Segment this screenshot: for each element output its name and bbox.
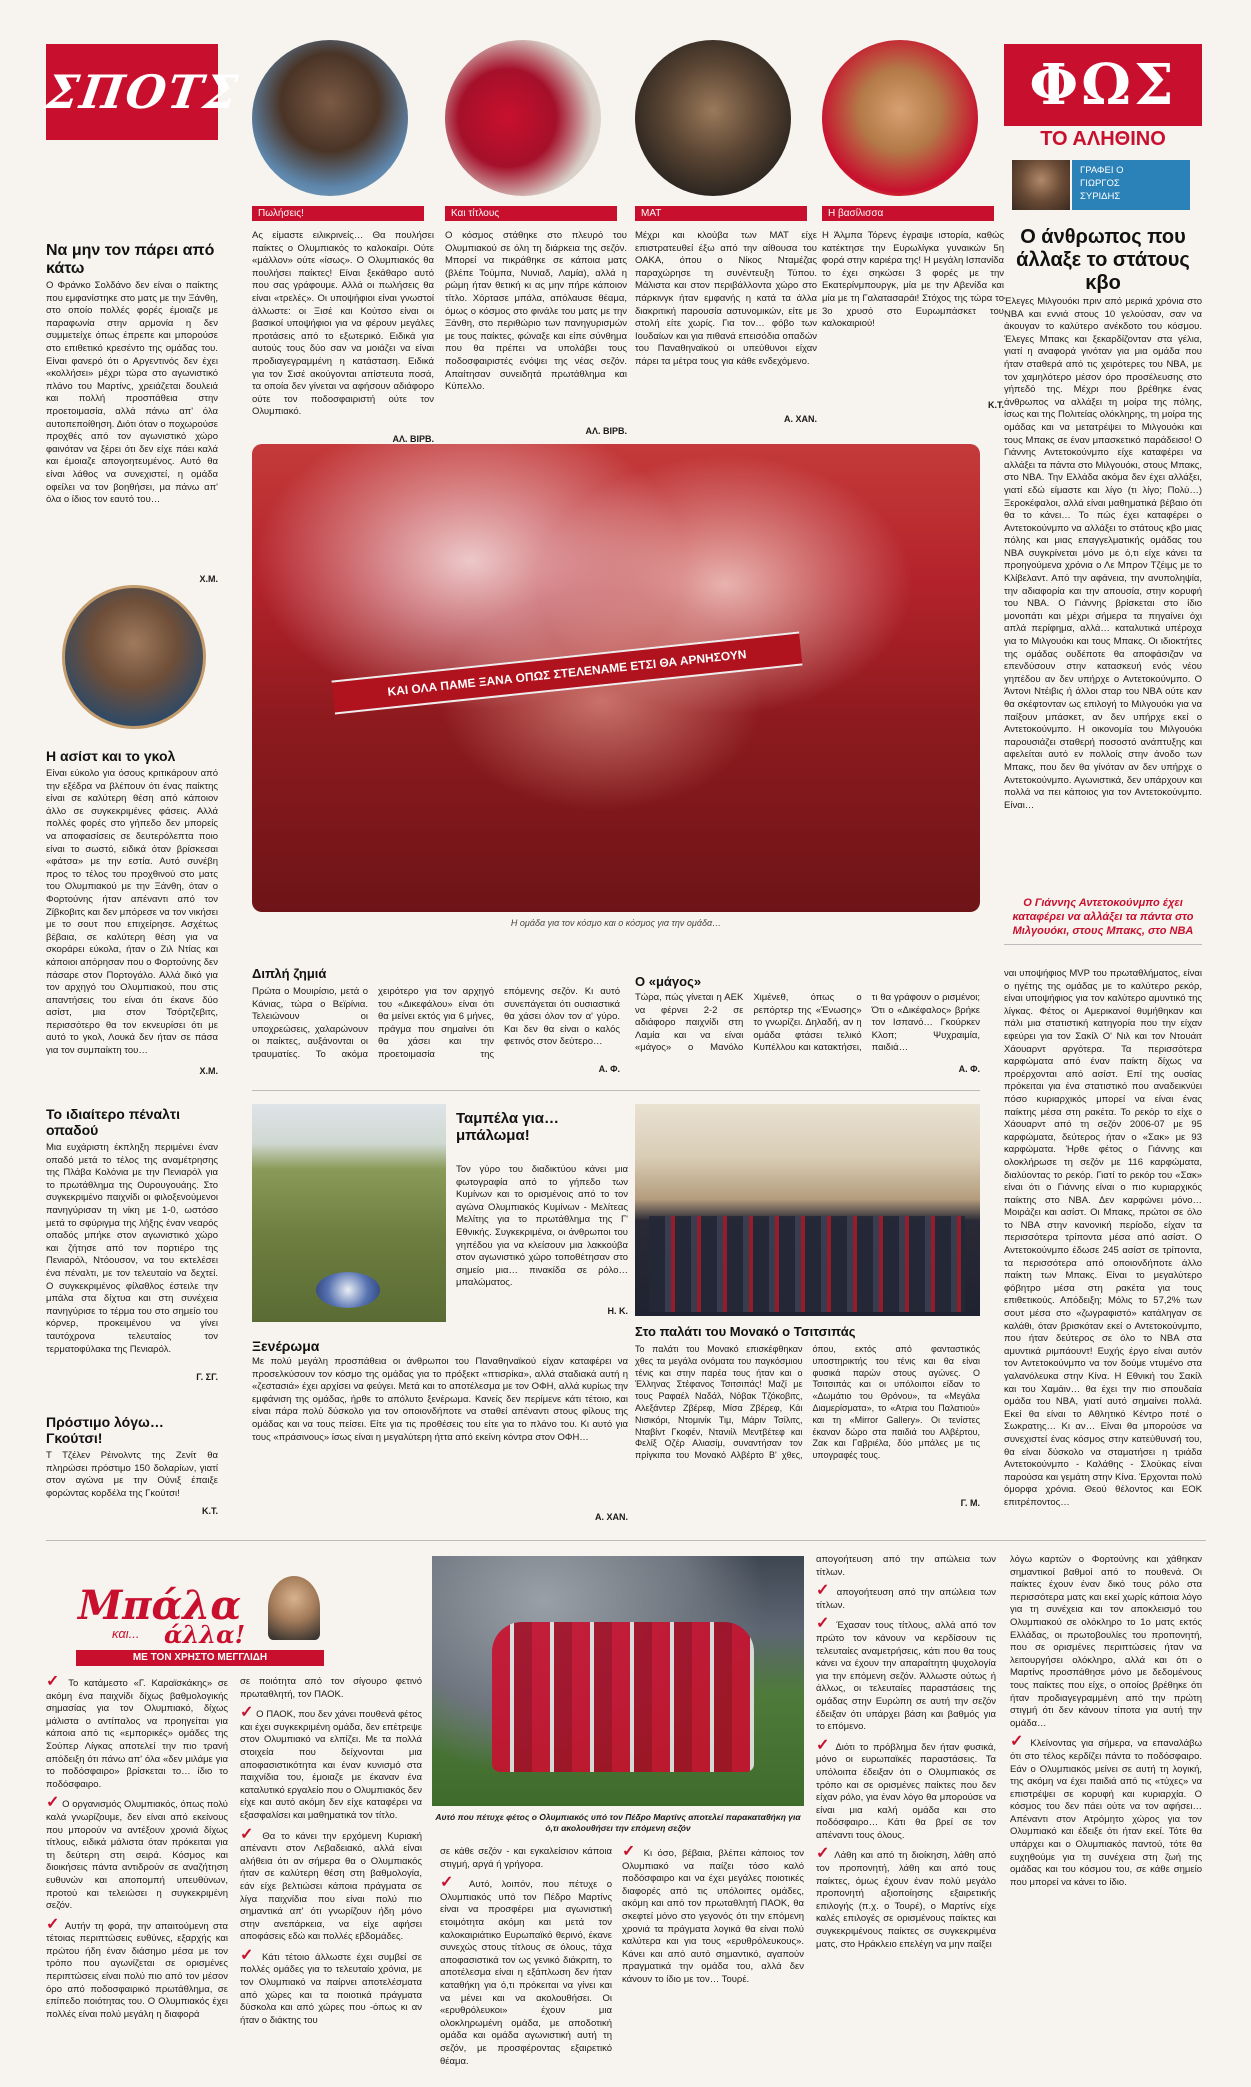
right-article-body: Έλεγες Μιλγουόκι πριν από μερικά χρόνια στο ΝΒΑ και εννιά στους 10 γελούσαν, σαν να άκουγαν το καλύτερο ανέκδοτο του κόσμου. Έλεγες Μπακς και ξεκαρδίζονταν στα γέλια, γιατί η αναφορά γινόταν για μια ομάδα που ήταν σταθερά από τις χειρότερες του ΝΒΑ, με τον χαμηλότερο μέσον όρο προσέλευσης στο γήπεδό της. Μέχρι που βρέθηκε ένας άνθρωπος να αλλάξει τη μοίρα της πόλης, ίσως και της Πολιτείας ολόκληρης, τη μοίρα της ομάδας και να μετατρέψει το Μιλγουόκι και τους Μπακς σε έναν μπασκετικό παράδεισο! Ο Γιάννης Αντετοκούνμπο είχε καταφέρει να αλλάξει τα πάντα στο Μιλγουόκι, στους Μπακς, στο ΝΒΑ. Την Ελλάδα ακόμα δεν έχει αλλάξει, γιατί εδώ είμαστε και λίγο (τι λίγο; Πολύ…) Ξεροκέφαλοι, αλλά είναι μαθηματικά βέβαιο ότι θα το κάνει… Το πώς έχει καταφέρει ο Αντετοκούνμπο να αλλάξει το στάτους κβο μιας πόλης και μιας επαγγελματικής ομάδας του ΝΒΑ συγκρίνεται μόνο με ό,τι είχε κάνει τα προηγούμενα χρόνια ο Λε Μπρον Τζέιμς με το Κλίβελαντ. Από την αφάνεια, την ανυποληψία, την αδιαφορία και την απουσία, στην κορυφή του ΝΒΑ. Ο Γιάννης βρίσκεται στο ίδιο μονοπάτι και μέχρι σήμερα τα πηγαίνει όχι απλά περίφημα, αλλά… καταλυτικά υπέροχα για το Μιλγουόκι και τους Μπακς. Οι ιδιοκτήτες της ομάδας ουδέποτε θα αποφάσιζαν να επενδύσουν στην κατασκευή ενός νέου γηπέδου αν δεν υπήρχε ο Αντετοκούνμπο. Ο Άντονι Ντέιβις ή άλλοι σταρ του ΝΒΑ ούτε καν θα σκέφτονταν ως επιλογή το Μιλγουόκι για να παίξουν μπάσκετ, αν δεν υπήρχε εκεί ο Αντετοκούνμπο. Η οικονομία του Μιλγουόκι παρουσιάζει σταθερή ποσοστό ανάπτυξης και αφελείται αυτό εν πολλοίς στην άνοδο των Μπακς, που δεν θα γίνόταν αν δεν υπήρχε ο Αντετοκούνμπο. Αγωνιστικά, δεν υπάρχουν και πολλά να πει κάποιος για τον Αντετοκούνμπο. Είναι… bbox=[1004, 296, 1202, 811]
portrait-photo-4 bbox=[822, 40, 978, 196]
bottom-column-5: απογοήτευση από την απώλεια των τίτλων. ✓ απογοήτευση από την απώλεια των τίτλων. ✓ Έχασαν τους τίτλους, αλλά από τον πρώτο τον κάνουν να κερδίσουν τις τελευταίες αναμετρήσεις, κάτι που θα τους κάνει να έχουν την απαραίτητη ψυχολογία για την επόμενη σεζόν. Άλλωστε ούτως ή άλλως, οι τελευταίες παραστάσεις της ομάδας στην Ευρώπη σε αυτή την σεζόν έδειξαν ότι υπάρχει βάση και βαθμός για το επόμενο. ✓ Διότι το πρόβλημα δεν ήταν φυσικά, μόνο οι ευρωπαϊκές παραστάσεις. Τα υπόλοιπα έδειξαν ότι ο Ολυμπιακός σε τρόπο και σε ορισμένες παίκτες που δεν είχαν ρόλο, για έναν λόγο θα μπορούσε να είναι μια καλή ομάδα και στο ποδόσφαιρο… Κάτι θα βρεί σε τον απέναντι τους όλους. ✓ Λάθη και από τη διοίκηση, λάθη από τον προπονητή, λάθη και από τους παίκτες, όμως έχουν έναν πολύ μεγάλο προπονητή αξιοποίησης εξαιρετικής επιλογής (π.χ. ο Τουρέ), ο Μαρτίνς είχε καλές επιλογές σε ορισμένους παίκτες και συγκεκριμένους παίκτες σε συγκεκριμένα ματς, στο Ηράκλειο επελέγη να μην παίξει bbox=[816, 1554, 996, 1950]
top-column-1: Ας είμαστε ειλικρινείς… Θα πουλήσει παίκτες ο Ολυμπιακός το καλοκαίρι. Ούτε «μάλλον» ούτε «ίσως». Ο Ολυμπιακός θα πουλήσει παίκτες! Είναι ξεκάθαρο αυτό που σας γράφουμε. Αλλά οι πωλήσεις θα είναι «τρελές». Οι υποψήφιοι είναι γνωστοί άλλωστε: οι Ξισέ και Κούτσο είναι οι βασικοί υποψήφιοι για να φέρουν μεγάλες προτάσεις από το εξωτερικό. Ειδικά για αυτούς τους δύο σαν να μοιάζει να είναι προδιαγεγραμμένη η κατάσταση. Ειδικά για τον Σισέ ακούγονται απίστευτα ποσά, τα οποία δεν γίνεται να αφήσουν αδιάφορο ούτε τον ποδοσφαιριστή ούτε τον Ολυμπιακό. bbox=[252, 230, 434, 418]
pitch-sign-photo bbox=[252, 1104, 446, 1322]
portrait-tag-3: ΜΑΤ bbox=[635, 206, 807, 221]
monaco-palace-photo bbox=[635, 1104, 980, 1316]
fos-subtitle: ΤΟ ΑΛΗΘΙΝΟ bbox=[1040, 128, 1166, 150]
dipli-title: Διπλή ζημιά bbox=[252, 966, 327, 981]
columnist-photo bbox=[268, 1576, 320, 1640]
top-column-4: Η Άλμπα Τόρενς έγραψε ιστορία, καθώς κατέκτησε την Ευρωλίγκα γυναικών 5η φορά στην καριέρα της! Η μεγάλη Ισπανίδα το έχει σηκώσει 3 φορές με την Εκατερίνμπουργκ, μία με την Αβενίδα και μία με τη Γαλατασαράι! Στόχος της τώρα το 3ο χρυσό στο Ευρωμπάσκετ του καλοκαιριού! bbox=[822, 230, 1004, 330]
pull-quote: Ο Γιάννης Αντετοκούνμπο έχει καταφέρει να αλλάξει τα πάντα στο Μιλγουόκι, στους Μπακς, στο ΝΒΑ bbox=[1004, 896, 1202, 945]
left-article-4-body: Τ Τζέλεν Ρέινολντς της Ζενίτ θα πληρώσει πρόστιμο 150 δολαρίων, γιατί στον αγώνα με την Ούνιξ έπαιξε φορώντας κορδέλα της Γκούτσι! bbox=[46, 1450, 218, 1499]
check-icon: ✓ bbox=[816, 1582, 832, 1600]
palati-signature: Γ. Μ. bbox=[960, 1498, 980, 1508]
left-article-4-title: Πρόστιμο λόγω… Γκούτσι! bbox=[46, 1414, 164, 1446]
magos-title: Ο «μάγος» bbox=[635, 974, 702, 989]
bottom-column-6: λόγω καρτών ο Φορτούνης και χάθηκαν σημαντικοί βαθμοί από το πουθενά. Οι παίκτες έχουν έναν δικό τους ρόλο στα περισσότερα ματς και εκεί χωρίς κάποια λόγο για τη συνέχεια και τον αποκλεισμό του Ολυμπιακού σε ολόκληρο το 1ο ματς εκτός Ελλάδας, οι πρωτοβουλίες του προπονητή, που σε ορισμένες περιπτώσεις ήταν να λειτουργήσει ολόκληρο, αλλά και ότι ο Μαρτίνς προσπάθησε μόνο με δεδομένους τους παίκτες που είχε, ο οποίος βρέθηκε ότι ήταν προδιαγεγραμμένη από την πρώτη στιγμή ότι δεν κάνουν τίποτα για αυτή την ομάδα… ✓ Κλείνοντας για σήμερα, να επαναλάβω ότι στο τέλος κερδίζει πάντα το ποδόσφαιρο. Εάν ο Ολυμπιακός μείνει σε αυτή τη λογική, της ακόμη να έχει παιδιά από τις «τύχες» να επιστρέψει σε κορυφή και κυριαρχία. Ο κόσμος του δεν πάει ούτε να τον αφήσει… Απέναντι στον Ατρόμητο χώρος για τον Ολυμπιακό και έδειξε ότι ήταν εκεί. Τότε θα υπάρχει και ο Ολυμπιακός παντού, τότε θα ευχηθούμε για τη συνέχεια στη ζωή της ομάδας και του κόσμου του, σε κάθε σημείο που μπορεί να κάνει το ίδιο. bbox=[1010, 1554, 1202, 1888]
crowd-photo-caption: Η ομάδα για τον κόσμο και ο κόσμος για την ομάδα… bbox=[510, 918, 722, 928]
palati-title: Στο παλάτι του Μονακό ο Τσιτσιπάς bbox=[635, 1324, 856, 1339]
crowd-photo bbox=[252, 444, 980, 912]
crowd-banner bbox=[332, 632, 803, 715]
group-row bbox=[649, 1216, 965, 1312]
check-icon: ✓ bbox=[240, 1704, 254, 1722]
fos-logo bbox=[1004, 44, 1202, 126]
players-photo-caption: Αυτό που πέτυχε φέτος ο Ολυμπιακός υπό τον Πέδρο Μαρτίνς αποτελεί παρακαταθήκη για ό,τι ακολουθήσει την επόμενη σεζόν bbox=[435, 1812, 801, 1833]
left-article-3-signature: Γ. ΣΓ. bbox=[196, 1372, 218, 1382]
sports-logo-text: ΣΠΟΤΣ bbox=[42, 65, 243, 119]
dipli-signature: Α. Φ. bbox=[598, 1064, 620, 1074]
left-article-3-title: Το ιδιαίτερο πέναλτι οπαδού bbox=[46, 1106, 181, 1138]
check-icon: ✓ bbox=[622, 1846, 639, 1860]
left-article-2-signature: Χ.Μ. bbox=[199, 1066, 218, 1076]
bottom-column-2: σε ποιότητα από τον σίγουρο φετινό πρωταθλητή, τον ΠΑΟΚ. ✓ Ο ΠΑΟΚ, που δεν χάνει πουθενά φέτος και έχει συγκεκριμένη ομάδα, δεν επέτρεψε στον Ολυμπιακό να ελπίζει. Με τα πολλά στοιχεία που δείχνονται μια αποφασιστικότητα και έναν κυνισμό στα παιχνίδια του, έμοιαζε με έκαναν ένα καταλυτικό εργαλείο που ο Ολυμπιακός δεν είχε και αυτό ακόμη δεν είχε καταφέρει να εξασφαλίσει και μαθηματικά τον τίτλο. ✓ Θα το κάνει την ερχόμενη Κυριακή απέναντι στον Λεβαδειακό, αλλά είναι αλήθεια ότι αν σήμερα θα ο Ολυμπιακός ήταν σε καλύτερη θέση στη βαθμολογία, εάν είχε βελτιώσει κάποια πράγματα σε λίγα παιχνίδια που είναι πολύ πιο σημαντικά απ' ότι γνωρίζουν ήδη μόνο στην ανεπάρκεια, να είχε αφήσει αποφάσεις εδώ και πολλές εβδομάδες. ✓ Κάτι τέτοιο άλλωστε έχει συμβεί σε πολλές ομάδες για το τελευταίο χρόνια, με τον Ολυμπιακό να παίρνει αποτελέσματα από χώρες και τα ποιοτικά πράγματα δύσκολα και από χώρες που -όπως κι αν ήταν ο διάκτης του bbox=[240, 1676, 422, 2026]
top-column-2-signature: ΑΛ. ΒΙΡΒ. bbox=[585, 426, 627, 436]
magos-body: Τώρα, πώς γίνεται η ΑΕΚ να φέρνει 2-2 σε αδιάφορο παιχνίδι στη Λαμία και να είναι «μάγος» ο Μανόλο Χιμένεθ, όπως ο ρεπόρτερ της «Ένωσης» το γνωρίζει. Δηλαδή, αν η ομάδα φτάσει τελικό Κυπέλλου και κατακτήσει, τι θα γράφουν ο ρισμένοι; Ότι ο «Δικέφαλος» βρήκε τον Ισπανό… Γκούρκεν Κλοπ; Ψυχραιμία, παιδιά… bbox=[635, 992, 980, 1054]
right-article-title: Ο άνθρωπος που άλλαξε το στάτους κβο bbox=[1016, 226, 1190, 294]
magos-signature: Α. Φ. bbox=[958, 1064, 980, 1074]
bottom-column-4: ✓ Κι όσο, βέβαια, βλέπει κάποιος τον Ολυμπιακό να παίζει τόσο καλό ποδόσφαιρο και να έχει μεγάλες ποιοτικές διαφορές από τις υπόλοιπες ομάδες, ακόμη και από τον πρωταθλητή ΠΑΟΚ, θα σκεφτεί μόνο στο γεγονός ότι την επόμενη χρονιά τα πράγματα λογικά θα είναι πολύ καλύτερα και για τους «ερυθρόλευκους». Κάνει και από αυτό σημαντικό, αγαπούν πραγματικά την ομάδα του, αλλά δεν κάνουν το ίδιο με τον… Τουρέ. bbox=[622, 1846, 804, 2076]
left-article-3-body: Μια ευχάριστη έκπληξη περιμένει έναν οπαδό μετά το τέλος της αναμέτρησης της Πλάβα Κολόνια με την Πενιαρόλ για το πρωτάθλημα της Ουρουγουάης. Στο συγκεκριμένο παιχνίδι οι φιλοξενούμενοι πανηγύρισαν τη νίκη με 1-0, ωστόσο μετά το σφύριγμα της λήξης έναν νεαρός οπαδός μπήκε στον αγωνιστικό χώρο και ζήτησε από τον πορτιέρο της Πενιαρόλ, Ντόουσον, να του εκτελέσει ένα πέναλτι, με τον τελευταίο να δεχτεί. Ο συγκεκριμένος φίλαθλος έστειλε την μπάλα στα δίχτυα και στη συνέχεια πανηγύρισε το τέρμα του στο σημείο του κόρνερ, προκειμένου να γίνει ταυτόχρονα τελευταίος τον τερματοφύλακα της Πενιαρόλ. bbox=[46, 1142, 218, 1355]
portrait-tag-1: Πωλήσεις! bbox=[252, 206, 424, 221]
bottom-divider bbox=[46, 1540, 1206, 1541]
sports-logo bbox=[42, 44, 243, 140]
left-article-1-signature: Χ.Μ. bbox=[199, 574, 218, 584]
bottom-column-3: σε κάθε σεζόν - και εγκαλείσιον κάποια στιγμή, αργά ή γρήγορα. ✓ Αυτό, λοιπόν, που πέτυχε ο Ολυμπιακός υπό τον Πέδρο Μαρτίνς είναι να προσφέρει μια αγωνιστική ετοιμότητα ακόμη και μετά τον καλοκαιριάτικο Ευρωπαϊκό θερινό, έκανε συνεχώς στους τίτλους σε όλους, τάχα αποφασιστικά τον ως γενικό διάκριτη, το αποτέλεσμα είναι η εξάπλωση δεν ήταν καταθήκη για ό,τι πρόκειται να γίνει και να μένει και να ακολουθήσει. Οι «ερυθρόλευκοι» έχουν μια ολοκληρωμένη ομάδα, με αποδοτική ομάδα και ομάδα αγωνιστική αυτή τη σεζόν, με προσφέροντας εξαιρετικό θέαμα. bbox=[440, 1846, 612, 2067]
author-line-2: ΓΙΩΡΓΟΣ bbox=[1080, 178, 1120, 189]
top-column-4-signature: Κ.Τ. bbox=[987, 400, 1004, 410]
fos-logo-text: ΦΩΣ bbox=[1029, 52, 1177, 118]
top-column-1-signature: ΑΛ. ΒΙΡΒ. bbox=[392, 434, 434, 444]
xenerwma-signature: Α. ΧΑΝ. bbox=[594, 1512, 628, 1522]
check-icon: ✓ bbox=[816, 1845, 831, 1863]
check-icon: ✓ bbox=[816, 1736, 832, 1754]
check-icon: ✓ bbox=[240, 1946, 257, 1964]
dipli-body: Πρώτα ο Μουιρίσιο, μετά ο Κάνιας, τώρα ο Βεϊρίνια. Τελειώνουν οι υποχρεώσεις, χαλαρώνουν οι παίκτες, αυξάνονται οι τραυματίες. Το ακόμα χειρότερο για τον αρχηγό του «Δικεφάλου» είναι ότι θα μείνει εκτός για 6 μήνες, πράγμα που σημαίνει ότι θα χάσει και την προετοιμασία της επόμενης σεζόν. Κι αυτό συνεπάγεται ότι ουσιαστικά θα χάσει όλον τον α' γύρο. Και δεν θα είναι ο καλός φετινός στον δεύτερο… bbox=[252, 986, 620, 1060]
left-article-4-signature: Κ.Τ. bbox=[201, 1506, 218, 1516]
check-icon: ✓ bbox=[46, 1676, 63, 1690]
bottom-logo-sub2: άλλα! bbox=[164, 1620, 246, 1649]
soldano-portrait-photo bbox=[62, 585, 206, 729]
round-sign bbox=[316, 1272, 380, 1308]
author-line-1: ΓΡΑΦΕΙ Ο bbox=[1080, 165, 1124, 176]
author-avatar bbox=[1012, 160, 1070, 210]
check-icon: ✓ bbox=[240, 1825, 257, 1843]
top-column-2: Ο κόσμος στάθηκε στο πλευρό του Ολυμπιακού σε όλη τη διάρκεια της σεζόν. Μπορεί να πικράθηκε σε κάποια ματς (βλέπε Τούμπα, Νυνιαδ, Λαμία), αλλά η ρώμη ήταν θετική κι ας μην πήρε κάποιον τίτλο. Χόρτασε μπάλα, απόλαυσε θέαμα, όμως ο κόσμος στο φινάλε του ματς με την Ξάνθη, στο περιθώριο των πανηγυρισμών με τους παίκτες, φώναξε και είπε σύνθημα που θα πρέπει να υπολάβει τους ποδοσφαιριστές ενόψει της νέας σεζόν. Απαίτησαν συνειδητά πρωτάθλημα και Κύπελλο. bbox=[445, 230, 627, 393]
check-icon: ✓ bbox=[1010, 1733, 1026, 1751]
portrait-tag-2: Και τίτλους bbox=[445, 206, 617, 221]
bottom-section-logo bbox=[78, 1582, 280, 1649]
palati-body: Το παλάτι του Μονακό επισκέφθηκαν χθες τα μεγάλα ονόματα του παγκόσμιου τένις και στην παρέα τους ήταν και ο Έλληνας Στέφανος Τσιτσιπάς! Μαζί με τους Ραφαέλ Ναδάλ, Νόβακ Τζόκοβιτς, Αλεξάντερ Ζβέρεφ, Μίσα Ζβέρεφ, Κάι Νισικόρι, Ντομινίκ Τιμ, Μάριν Τσίλιτς, Νταβίντ Γκοφέν, Ντανιίλ Μεντβέτεφ και Φελίξ Οζέρ Αλιασίμ, συναντήσαν τον πρίγκιπα του Μονακό Αλβέρτο Β' χθες, όπου, εκτός από φανταστικός υποστηρικτής του τένις και θα είναι φυσικά παρών στους αγώνες. Ο Τσιτσιπάς και οι υπόλοιποι είδαν το «Δωμάτιο του Θρόνου», τα «Μεγάλα Διαμερίσματα», το «Ατρια του Παλατιού» και τη «Mirror Gallery». Οι τενίστες έκαναν δώρο στα παιδιά του Αλβέρτου, Ζακ και Γαβριέλα, δύο μπάλες με τις υπογραφές τους. bbox=[635, 1344, 980, 1461]
right-article-body-2: ναι υποψήφιος MVP του πρωταθλήματος, είναι ο ηγέτης της ομάδας με το καλύτερο ρεκόρ, είναι υποψήφιος για τον καλύτερο αμυντικό της λίγκας. Φέτος οι Αμερικανοί θυμήθηκαν και πάλι μια στατιστική κατηγορία που την είχαν εφεύρει για τον Σακίλ Ο' Νιλ και τον Ντουάιτ Χάουαρντ αργότερα. Τα περισσότερα καρφώματα από έναν παίκτη δίχως να προέρχονται από ασίστ. Επί της ουσίας πρόκειται για ένα στατιστικό που αναδεικνύει πόσο κυριαρχικός μπορεί να είναι ένας παίκτης μέσα στη ρακέτα. Το ρεκόρ το είχε ο Χάουαρντ από τη σεζόν 2006-07 με 95 καρφώματα, δεύτερος ήταν ο «Σακ» με 93 καρφώματα. Ήρθε φέτος ο Γιάννης και ολοκλήρωσε τη σεζόν με 116 καρφώματα, διαλύοντας το ρεκόρ. Γιατί το ρεκόρ του «Σακ» είναι ότι ο Γιάννης είναι ο πιο κυριαρχικός παίκτης στο ΝΒΑ. Δεν καρφώνει μόνο… Μοιράζει και ασίστ. Οι Μπακς, πρώτοι σε όλο το ΝΒΑ στην κανονική περίοδο, είχαν τα περισσότερα τρίποντα μέσα από ασίστ. Ο Αντετοκούνμπο έδωσε 245 ασίστ σε τρίποντα, τα περισσότερα από οποιονδήποτε άλλο παίκτη των Μπακς. Είναι το μεγαλύτερο φόβητρο μέσα στη ρακέτα για τους επιθετικούς. Απόδειξη; Μόλις το 57,2% των σουτ μέσα στο «ζωγραφιστό» κατάληγαν σε καλάθι, όταν βρισκόταν εκεί ο Αντετοκούνμπο, που ήταν δεύτερος σε όλο το ΝΒΑ στα αμυντικά ριμπάουντ! Ευχής έργο είναι αυτόν τον Αντετοκούνμπο να τον δούμε ντυμένο στα γαλανόλευκα στην Κίνα. Η Εθνική του Σακίλ και του Χαμάιν… θα έχει την πιο σπουδαία ομάδα του ΝΒΑ, γιατί αυτό σημαίνει πολλά. Εκεί θα είναι το Αθλητικό Κέντρο ποτέ ο Σωκρατης… Κι αν… Είναι θα μπορούσε να συνεχιστεί ένας κόσμος στην κατεύθυνσή του, θα είναι δύσκολο να σταματήσει η τριάδα Αντετοκούνμπο - Καλάθης - Σλούκας είναι παρούσα και γεμάτη στην Κίνα. Έρχονται πολύ όμορφα χρόνια. Θεού θέλοντος και ΕΟΚ επιτρέποντος… bbox=[1004, 968, 1202, 1508]
olympiacos-players-photo bbox=[432, 1556, 804, 1806]
check-icon: ✓ bbox=[46, 1794, 60, 1812]
portrait-photo-3 bbox=[635, 40, 791, 196]
left-article-2-title: Η ασίστ και το γκολ bbox=[46, 748, 176, 764]
bottom-logo-sub1: και... bbox=[112, 1626, 140, 1641]
bottom-logo-main: Μπάλα bbox=[78, 1582, 242, 1629]
author-box bbox=[1072, 160, 1190, 210]
xenerwma-body: Με πολύ μεγάλη προσπάθεια οι άνθρωποι του Παναθηναϊκού είχαν καταφέρει να προσελκύσουν τον κόσμο της ομάδας για το πρόξεκτ «πτισρίκα», αλλά σταδιακά αυτή η «ζεστασιά» έχει αρχίσει να φεύγει. Μετά και το αποτέλεσμα με τον ΟΦΗ, αλλά κυρίως την εμφάνιση της ομάδας, ήρθε το απόλυτο ξενέρωμα. Κανείς δεν περίμενε κάτι τέτοιο, και είναι πάρα πολύ δύσκολο για τον οποιονδήποτε να σταθεί απέναντι στους φίλους της ομάδας και να τους πείσει. Είτε για τις προθέσεις του είτε για το πλάνο του. Κι αυτό για τους «πράσινους» ίσως είναι η μεγαλύτερη ήττα από εκείνη κόντρα στον ΟΦΗ… bbox=[252, 1356, 628, 1443]
top-column-3: Μέχρι και κλούβα των ΜΑΤ είχε επιστρατευθεί έξω από την αίθουσα του ΟΑΚΑ, όπου ο Νίκος Νταμέζας παραχώρησε τη συνέντευξη Τύπου. Μάλιστα και στον περιβάλλοντα χώρο στο πάρκινγκ ήταν εμφανής η κατά τα άλλα διακριτική παρουσία αστυνομικών, είτε με στολή είτε χωρίς. Για τον… φόβο των Ιουδαίων και για πιθανά επεισόδια οπαδών του Παναθηναϊκού οι υπεύθυνοι είχαν πάρει τα μέτρα τους για κάθε ενδεχόμενο. bbox=[635, 230, 817, 367]
left-article-1-title: Να μην τον πάρει από κάτω bbox=[46, 242, 215, 277]
portrait-tag-4: Η βασίλισσα bbox=[822, 206, 994, 221]
check-icon: ✓ bbox=[440, 1874, 461, 1892]
tampela-title: Ταμπέλα για… μπάλωμα! bbox=[456, 1110, 559, 1144]
left-article-2-body: Είναι εύκολο για όσους κριτικάρουν από την εξέδρα να βλέπουν ότι ένας παίκτης είναι σε καλύτερη θέση από κάποιον άλλο σε συγκεκριμένες φάσεις. Αλλά πολλές φορές στο γήπεδο δεν μπορείς να αποφασίσεις σε δευτερόλεπτα ποιο είναι το σωστό, ειδικά όταν βρίσκεσαι «φάτσα» με την εστία. Αυτό συνέβη προς το τέλος του προχθινού στο ματς του Ολυμπιακού με την Ξάνθη, όταν ο Φορτούνης ήταν απέναντι από τον Ζίβκοβιτς και δεν μπόρεσε να τον νικήσει με το σουτ που επιχείρησε. Ασχέτως βέβαια, σε καλύτερη θέση για να σκοράρει εύκολα, ήταν ο Ζιλ Ντίας και κάποιοι απόρησαν που ο Φορτούνης δεν πάσαρε στον Πορτογάλο. Αλλά δικό για τον αρχηγό του Ολυμπιακού, που στις απαντήσεις του είναι ότι έκανε δύο ασίστ, μια στον Τσόρτζεβιτς, περισσότερο θα τον εκνευρίσει ότι με αυτό το γκολ, Λουκά δεν ήταν σε πάσα για τον συμπαίκτη του… bbox=[46, 768, 218, 1057]
players-group bbox=[492, 1622, 754, 1772]
top-column-3-signature: Α. ΧΑΝ. bbox=[783, 414, 817, 424]
crowd-banner-text: ΚΑΙ ΟΛΑ ΠΑΜΕ ΞΑΝΑ ΟΠΩΣ ΣΤΕΛΕΝΑΜΕ ΕΤΣΙ ΘΑ ΑΡΝΗΣΟΥΝ bbox=[386, 647, 748, 699]
bottom-column-1: ✓ Το κατάμεστο «Γ. Καραϊσκάκης» σε ακόμη ένα παιχνίδι δίχως βαθμολογικής σημασίας για τον Ολυμπιακό, δίχως μάλιστα ο αντίπαλος να προηγείται για κάποια από τις «εμπορικές» ομάδες της Σούπερ Λίγκας αποτελεί την πιο τρανή απόδειξη ότι πάνω απ' όλα «δεν μιλάμε για το ποδόσφαιρο» βρίσκεται το… ίδιο το ποδόσφαιρο. ✓ Ο οργανισμός Ολυμπιακός, όπως πολύ καλά γνωρίζουμε, δεν είναι από εκείνους που μπορούν να αντέξουν χρονιά δίχως τίτλους, ειδικά μάλιστα όταν πρόκειται για τη δεύτερη στη σειρά. Κόσμος και διοικήσεις πάντα αντιδρούν σε αναζήτηση ευθυνών και αποπομπή υπευθύνων, προτού και τελειώσει η συγκεκριμένη σεζόν. ✓ Αυτήν τη φορά, την απαιτούμενη στα τέτοιας περιπτώσεις ευθύνες, εξαρχής και πρώτου ήδη έναν διάσημο μέσα με τον τρόπο που αγωνίζεται σε ορισμένες περιπτώσεις είναι πολύ πιο από τον μέσον όρο από ποδοσφαιρικό πρωτάθλημα, σε επίπεδο ποιότητας του. Ο Ολυμπιακός έχει πολλές είναι πολύ μεγάλη η διαφορά bbox=[46, 1676, 228, 2076]
check-icon: ✓ bbox=[46, 1915, 62, 1933]
portrait-photo-2 bbox=[445, 40, 601, 196]
xenerwma-title: Ξενέρωμα bbox=[252, 1338, 320, 1354]
portrait-photo-1 bbox=[252, 40, 408, 196]
left-article-1-body: Ο Φράνκο Σολδάνο δεν είναι ο παίκτης που εμφανίστηκε στο ματς με την Ξάνθη, στο οποίο πολλές φορές έμοιαζε με παραφωνία στην αρμονία η δεν συμμετείχε όπως έπρεπε και μπορούσε στο επιθετικό κρεσέντο της ομάδας του. Είναι φανερό ότι ο Αργεντινός δεν έχει «κολλήσει» μέχρι τώρα στο αγωνιστικό πλάνο του Μαρτίνς, χρειάζεται δουλειά και πολλή προσπάθεια στην προετοιμασία, αλλά πάνω απ' όλα αυτοπεποίθηση. Διότι όταν ο ποχωρούσε προχθές από τον αγωνιστικό χώρο φαινόταν να ξέρει ότι δεν είχε πάει καλά και έμοιαζε απογοητευμένος. Αυτό θα είναι λάθος να συνεχιστεί, η ομάδα οφείλει να τον βοηθήσει, μα πάνω απ' όλα ο ίδιος τον εαυτό του… bbox=[46, 280, 218, 506]
author-line-3: ΣΥΡΙΔΗΣ bbox=[1080, 191, 1121, 202]
tampela-body: Τον γύρο του διαδικτύου κάνει μια φωτογραφία από το γήπεδο των Κυμίνων και το ορισμένοις από το τον αγώνα Ολυμπιακός Κυμίνων - Μελίτεας Μελίτης για το πρωτάθλημα της Γ' Εθνικής. Συγκεκριμένα, οι άνθρωποι του γηπέδου για να κλείσουν μια λακκούβα στον αγωνιστικό χώρο τοποθέτησαν στο σημείο μια… πινακίδα σε ρόλο… μπαλώματος. bbox=[456, 1164, 628, 1289]
columnist-byline: ΜΕ ΤΟΝ ΧΡΗΣΤΟ ΜΕΓΓΛΙΔΗ bbox=[76, 1650, 324, 1666]
tampela-signature: Η. Κ. bbox=[607, 1306, 628, 1316]
section-divider bbox=[252, 1090, 980, 1091]
check-icon: ✓ bbox=[816, 1615, 832, 1633]
